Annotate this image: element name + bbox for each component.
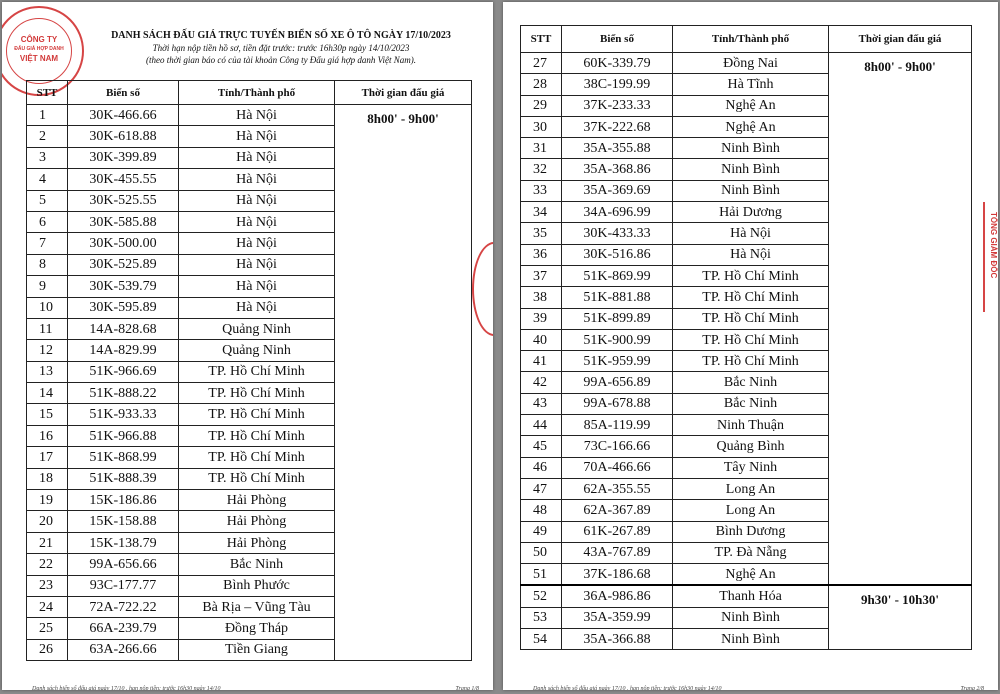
row-stt: 49 <box>521 521 562 542</box>
row-province: Hà Nội <box>179 105 335 126</box>
row-stt: 18 <box>27 468 68 489</box>
row-province: Quảng Ninh <box>179 340 335 361</box>
row-plate: 51K-966.69 <box>68 361 179 382</box>
row-province: Hải Phòng <box>179 490 335 511</box>
row-stt: 24 <box>27 596 68 617</box>
header-stt: STT <box>27 81 68 105</box>
row-province: Hà Nội <box>179 147 335 168</box>
row-stt: 44 <box>521 415 562 436</box>
row-plate: 66A-239.79 <box>68 618 179 639</box>
row-stt: 42 <box>521 372 562 393</box>
row-plate: 51K-888.39 <box>68 468 179 489</box>
row-province: Hà Nội <box>179 190 335 211</box>
row-province: TP. Hồ Chí Minh <box>673 287 829 308</box>
row-stt: 34 <box>521 202 562 223</box>
row-plate: 30K-455.55 <box>68 169 179 190</box>
row-plate: 99A-656.66 <box>68 554 179 575</box>
row-province: Hà Nội <box>179 254 335 275</box>
row-plate: 51K-966.88 <box>68 425 179 446</box>
row-stt: 5 <box>27 190 68 211</box>
row-stt: 20 <box>27 511 68 532</box>
deadline-note: Thời hạn nộp tiền hồ sơ, tiền đặt trước: trước 16h30p ngày 14/10/2023 <box>152 43 410 53</box>
row-plate: 38C-199.99 <box>562 74 673 95</box>
row-province: Hải Dương <box>673 202 829 223</box>
row-province: Hà Nội <box>673 223 829 244</box>
auction-time-slot: 8h00' - 9h00' <box>829 53 972 586</box>
document-page-1: CÔNG TY ĐẤU GIÁ HỢP DANH VIỆT NAM DANH SÁCH ĐẤU GIÁ TRỰC TUYẾN BIỂN SỐ XE Ô TÔ NGÀY 17/10/2023 Thời hạn nộp tiền hồ sơ, tiền đặt trước: trước 16h30p ngày 14/10/2023 (theo thời gian báo có của tài khoản Công ty Đấu giá hợp danh Việt Nam). STT Biển số Tỉnh/Thành phố Thời gian đấu giá 1 30K-466.66 Hà Nội 8h00' - 9h00' 2 30K-618.88 Hà Nội 3 30K-399.89 Hà Nội 4 30K-455.55 Hà Nội 5 30K-525.55 Hà Nội 6 30K-585.88 Hà Nội 7 30K-500.00 Hà Nội 8 30K-525.89 Hà Nội 9 30K-539.79 Hà Nội 10 30K-595.89 Hà Nội 11 14A-828.68 Quảng Ninh 12 14A-829.99 Quảng Ninh 13 51K-966.69 TP. Hồ Chí Minh 14 51K-888.22 TP. Hồ Chí Minh 15 51K-933.33 TP. Hồ Chí Minh 16 51K-966.88 TP. Hồ Chí Minh 17 51K-868.99 TP. Hồ Chí Minh 18 51K-888.39 TP. Hồ Chí Minh 19 15K-186.86 Hải Phòng 20 15K-158.88 Hải Phòng 21 15K-138.79 Hải Phòng 22 99A-656.66 Bắc Ninh 23 93C-177.77 Bình Phước 24 72A-722.22 Bà Rịa – Vũng Tàu 25 66A-239.79 Đồng Tháp 26 63A-266.66 Tiền Giang Danh sách biển số đấu giá ngày 17/10 . hạn nộp tiền: trước 16h30 ngày 14/10 Trang 1/8 <box>2 2 493 690</box>
row-province: Đồng Tháp <box>179 618 335 639</box>
row-plate: 34A-696.99 <box>562 202 673 223</box>
row-stt: 23 <box>27 575 68 596</box>
header-province: Tỉnh/Thành phố <box>673 26 829 53</box>
row-province: Hải Phòng <box>179 532 335 553</box>
row-province: Đồng Nai <box>673 53 829 74</box>
row-province: Bà Rịa – Vũng Tàu <box>179 596 335 617</box>
row-province: TP. Đà Nẵng <box>673 542 829 563</box>
row-plate: 30K-585.88 <box>68 211 179 232</box>
document-header <box>76 30 486 65</box>
header-plate: Biển số <box>68 81 179 105</box>
row-province: Quảng Ninh <box>179 318 335 339</box>
row-stt: 39 <box>521 308 562 329</box>
row-stt: 41 <box>521 351 562 372</box>
row-province: Hà Nội <box>673 244 829 265</box>
row-plate: 15K-138.79 <box>68 532 179 553</box>
row-plate: 30K-433.33 <box>562 223 673 244</box>
header-time: Thời gian đấu giá <box>335 81 472 105</box>
row-stt: 32 <box>521 159 562 180</box>
row-province: Tiền Giang <box>179 639 335 660</box>
row-province: Tây Ninh <box>673 457 829 478</box>
row-stt: 29 <box>521 95 562 116</box>
row-plate: 62A-355.55 <box>562 478 673 499</box>
row-stt: 19 <box>27 490 68 511</box>
header-stt: STT <box>521 26 562 53</box>
row-province: Ninh Bình <box>673 138 829 159</box>
row-province: TP. Hồ Chí Minh <box>179 383 335 404</box>
row-plate: 30K-516.86 <box>562 244 673 265</box>
row-stt: 37 <box>521 265 562 286</box>
row-province: Ninh Bình <box>673 180 829 201</box>
row-stt: 2 <box>27 126 68 147</box>
row-stt: 3 <box>27 147 68 168</box>
row-province: Hà Tĩnh <box>673 74 829 95</box>
row-stt: 13 <box>27 361 68 382</box>
row-plate: 43A-767.89 <box>562 542 673 563</box>
row-stt: 35 <box>521 223 562 244</box>
deadline-note-detail: (theo thời gian báo có của tài khoản Công ty Đấu giá hợp danh Việt Nam). <box>146 55 416 65</box>
row-stt: 15 <box>27 404 68 425</box>
row-plate: 51K-899.89 <box>562 308 673 329</box>
row-plate: 30K-399.89 <box>68 147 179 168</box>
row-stt: 22 <box>27 554 68 575</box>
header-time: Thời gian đấu giá <box>829 26 972 53</box>
row-province: Hà Nội <box>179 126 335 147</box>
row-plate: 99A-656.89 <box>562 372 673 393</box>
table-header-row <box>521 26 972 53</box>
row-province: Quảng Bình <box>673 436 829 457</box>
row-stt: 12 <box>27 340 68 361</box>
row-stt: 26 <box>27 639 68 660</box>
row-plate: 35A-366.88 <box>562 629 673 650</box>
row-province: Long An <box>673 500 829 521</box>
row-stt: 53 <box>521 607 562 628</box>
row-plate: 60K-339.79 <box>562 53 673 74</box>
row-province: Hải Phòng <box>179 511 335 532</box>
row-province: Long An <box>673 478 829 499</box>
row-plate: 35A-368.86 <box>562 159 673 180</box>
row-province: Nghệ An <box>673 116 829 137</box>
side-signature-stamp: TỔNG GIÁM ĐỐC <box>983 202 998 312</box>
row-stt: 25 <box>27 618 68 639</box>
row-province: Bắc Ninh <box>673 393 829 414</box>
auction-table-page-1 <box>26 80 472 661</box>
row-province: TP. Hồ Chí Minh <box>179 361 335 382</box>
row-stt: 4 <box>27 169 68 190</box>
row-plate: 37K-186.68 <box>562 564 673 586</box>
row-stt: 14 <box>27 383 68 404</box>
row-stt: 17 <box>27 447 68 468</box>
row-stt: 28 <box>521 74 562 95</box>
row-plate: 35A-359.99 <box>562 607 673 628</box>
row-plate: 51K-869.99 <box>562 265 673 286</box>
row-plate: 73C-166.66 <box>562 436 673 457</box>
row-plate: 51K-881.88 <box>562 287 673 308</box>
row-stt: 7 <box>27 233 68 254</box>
row-stt: 30 <box>521 116 562 137</box>
row-province: TP. Hồ Chí Minh <box>179 425 335 446</box>
row-province: TP. Hồ Chí Minh <box>673 351 829 372</box>
row-stt: 33 <box>521 180 562 201</box>
row-province: Bắc Ninh <box>673 372 829 393</box>
table-row <box>27 105 472 126</box>
row-plate: 30K-539.79 <box>68 276 179 297</box>
row-plate: 72A-722.22 <box>68 596 179 617</box>
row-plate: 30K-595.89 <box>68 297 179 318</box>
row-plate: 30K-500.00 <box>68 233 179 254</box>
row-stt: 11 <box>27 318 68 339</box>
row-province: TP. Hồ Chí Minh <box>179 468 335 489</box>
row-province: Bình Phước <box>179 575 335 596</box>
row-plate: 61K-267.89 <box>562 521 673 542</box>
row-plate: 99A-678.88 <box>562 393 673 414</box>
row-plate: 36A-986.86 <box>562 585 673 607</box>
row-stt: 6 <box>27 211 68 232</box>
row-stt: 21 <box>27 532 68 553</box>
row-plate: 62A-367.89 <box>562 500 673 521</box>
row-plate: 51K-959.99 <box>562 351 673 372</box>
row-plate: 37K-233.33 <box>562 95 673 116</box>
header-plate: Biển số <box>562 26 673 53</box>
row-province: Thanh Hóa <box>673 585 829 607</box>
row-stt: 16 <box>27 425 68 446</box>
row-stt: 36 <box>521 244 562 265</box>
row-stt: 48 <box>521 500 562 521</box>
row-plate: 14A-828.68 <box>68 318 179 339</box>
row-stt: 27 <box>521 53 562 74</box>
row-stt: 50 <box>521 542 562 563</box>
row-stt: 43 <box>521 393 562 414</box>
row-plate: 51K-888.22 <box>68 383 179 404</box>
row-plate: 35A-369.69 <box>562 180 673 201</box>
row-plate: 51K-868.99 <box>68 447 179 468</box>
row-plate: 30K-525.89 <box>68 254 179 275</box>
row-plate: 70A-466.66 <box>562 457 673 478</box>
document-page-2: TỔNG GIÁM ĐỐC STT Biển số Tỉnh/Thành phố Thời gian đấu giá 27 60K-339.79 Đồng Nai 8h00' - 9h00' 28 38C-199.99 Hà Tĩnh 29 37K-233.33 Nghệ An 30 37K-222.68 Nghệ An 31 35A-355.88 Ninh Bình 32 35A-368.86 Ninh Bình 33 35A-369.69 Ninh Bình 34 34A-696.99 Hải Dương 35 30K-433.33 Hà Nội 36 30K-516.86 Hà Nội 37 51K-869.99 TP. Hồ Chí Minh 38 51K-881.88 TP. Hồ Chí Minh 39 51K-899.89 TP. Hồ Chí Minh 40 51K-900.99 TP. Hồ Chí Minh 41 51K-959.99 TP. Hồ Chí Minh 42 99A-656.89 Bắc Ninh 43 99A-678.88 Bắc Ninh 44 85A-119.99 Ninh Thuận 45 73C-166.66 Quảng Bình 46 70A-466.66 Tây Ninh 47 62A-355.55 Long An 48 62A-367.89 Long An 49 61K-267.89 Bình Dương 50 43A-767.89 TP. Đà Nẵng 51 37K-186.68 Nghệ An 52 36A-986.86 Thanh Hóa 9h30' - 10h30' 53 35A-359.99 Ninh Bình 54 35A-366.88 Ninh Bình Danh sách biển số đấu giá ngày 17/10 . hạn nộp tiền: trước 16h30 ngày 14/10 Trang 2/8 <box>503 2 998 690</box>
row-stt: 1 <box>27 105 68 126</box>
row-province: Nghệ An <box>673 564 829 586</box>
row-province: TP. Hồ Chí Minh <box>179 447 335 468</box>
row-stt: 10 <box>27 297 68 318</box>
row-stt: 8 <box>27 254 68 275</box>
row-province: Ninh Bình <box>673 607 829 628</box>
auction-time-slot: 8h00' - 9h00' <box>335 105 472 661</box>
row-province: TP. Hồ Chí Minh <box>179 404 335 425</box>
row-province: Nghệ An <box>673 95 829 116</box>
table-row <box>521 53 972 74</box>
row-plate: 51K-900.99 <box>562 329 673 350</box>
row-stt: 31 <box>521 138 562 159</box>
row-plate: 85A-119.99 <box>562 415 673 436</box>
row-plate: 51K-933.33 <box>68 404 179 425</box>
row-stt: 54 <box>521 629 562 650</box>
row-stt: 45 <box>521 436 562 457</box>
row-plate: 63A-266.66 <box>68 639 179 660</box>
header-province: Tỉnh/Thành phố <box>179 81 335 105</box>
row-stt: 47 <box>521 478 562 499</box>
company-seal-stamp: CÔNG TY ĐẤU GIÁ HỢP DANH VIỆT NAM <box>2 6 84 96</box>
table-row <box>521 585 972 607</box>
row-plate: 15K-158.88 <box>68 511 179 532</box>
document-title: DANH SÁCH ĐẤU GIÁ TRỰC TUYẾN BIỂN SỐ XE Ô TÔ NGÀY 17/10/2023 <box>111 30 451 41</box>
table-header-row <box>27 81 472 105</box>
auction-time-slot: 9h30' - 10h30' <box>829 585 972 649</box>
row-plate: 14A-829.99 <box>68 340 179 361</box>
row-plate: 37K-222.68 <box>562 116 673 137</box>
row-province: TP. Hồ Chí Minh <box>673 329 829 350</box>
row-province: Hà Nội <box>179 169 335 190</box>
row-plate: 93C-177.77 <box>68 575 179 596</box>
row-stt: 38 <box>521 287 562 308</box>
row-province: Ninh Bình <box>673 629 829 650</box>
row-stt: 9 <box>27 276 68 297</box>
row-province: TP. Hồ Chí Minh <box>673 308 829 329</box>
row-plate: 30K-618.88 <box>68 126 179 147</box>
row-plate: 30K-466.66 <box>68 105 179 126</box>
row-province: TP. Hồ Chí Minh <box>673 265 829 286</box>
row-province: Hà Nội <box>179 276 335 297</box>
row-province: Hà Nội <box>179 211 335 232</box>
row-stt: 51 <box>521 564 562 586</box>
row-plate: 35A-355.88 <box>562 138 673 159</box>
row-province: Bắc Ninh <box>179 554 335 575</box>
row-stt: 46 <box>521 457 562 478</box>
auction-table-page-2 <box>520 25 972 650</box>
row-province: Bình Dương <box>673 521 829 542</box>
row-stt: 40 <box>521 329 562 350</box>
row-stt: 52 <box>521 585 562 607</box>
row-province: Ninh Thuận <box>673 415 829 436</box>
row-province: Ninh Bình <box>673 159 829 180</box>
row-plate: 30K-525.55 <box>68 190 179 211</box>
edge-seal-stamp <box>472 242 493 336</box>
row-province: Hà Nội <box>179 297 335 318</box>
row-plate: 15K-186.86 <box>68 490 179 511</box>
row-province: Hà Nội <box>179 233 335 254</box>
